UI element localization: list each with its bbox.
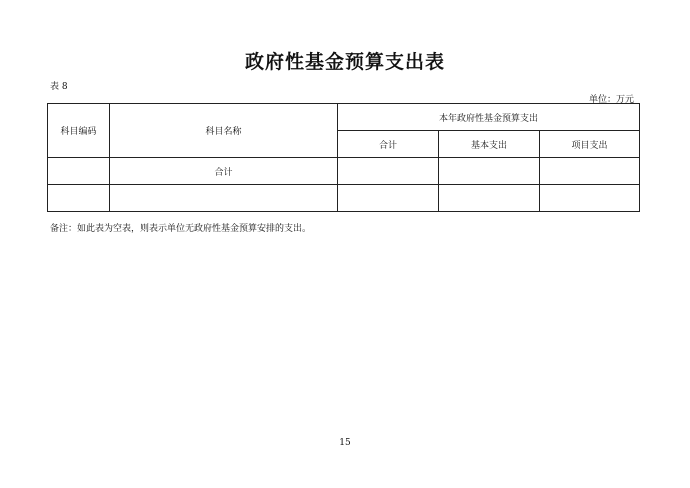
header-code: 科目编码 <box>48 104 110 158</box>
page-number: 15 <box>339 438 351 448</box>
header-basic: 基本支出 <box>439 131 540 158</box>
page-title: 政府性基金预算支出表 <box>244 51 445 73</box>
cell-basic <box>439 185 540 212</box>
cell-total <box>338 158 439 185</box>
table-row <box>48 158 640 185</box>
table-note: 备注：如此表为空表，则表示单位无政府性基金预算安排的支出。 <box>50 224 312 234</box>
unit-label: 单位：万元 <box>588 95 634 105</box>
budget-table <box>47 103 640 212</box>
table-number: 表 8 <box>50 82 68 92</box>
header-row-1 <box>48 104 640 131</box>
header-project: 项目支出 <box>540 131 640 158</box>
header-name: 科目名称 <box>110 104 338 158</box>
cell-code <box>48 158 110 185</box>
cell-basic <box>439 158 540 185</box>
cell-project <box>540 185 640 212</box>
header-group: 本年政府性基金预算支出 <box>338 104 640 131</box>
cell-name <box>110 185 338 212</box>
header-total: 合计 <box>338 131 439 158</box>
cell-code <box>48 185 110 212</box>
cell-total <box>338 185 439 212</box>
table-row <box>48 185 640 212</box>
cell-name: 合计 <box>110 158 338 185</box>
cell-project <box>540 158 640 185</box>
